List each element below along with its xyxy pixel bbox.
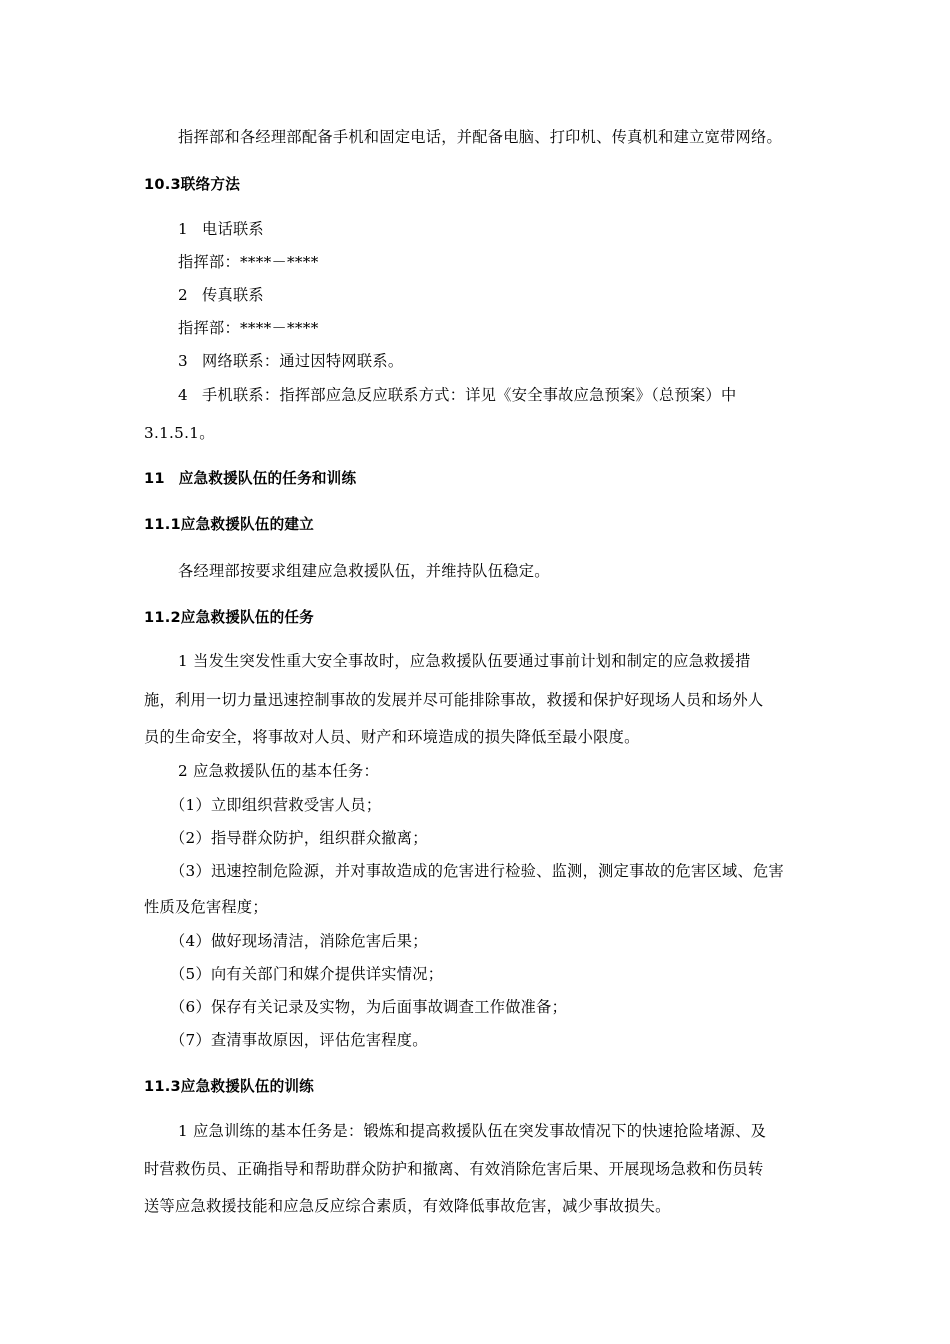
contact-item-fax [178,285,264,305]
paragraph-11-1: 各经理部按要求组建应急救援队伍，并维持队伍稳定。 [178,562,550,580]
paragraph-11-2-line: 1 当发生突发性重大安全事故时，应急救援队伍要通过事前计划和制定的应急救援措 [178,652,751,670]
contact-item-label: 电话联系 [201,220,264,238]
contact-item-label: 网络联系：通过因特网联系。 [201,352,404,370]
paragraph-basic-tasks: 2 应急救援队伍的基本任务： [178,762,379,780]
task-item-continuation: 性质及危害程度； [144,898,268,916]
contact-item-number: 2 [178,286,188,304]
contact-phone-value: 指挥部：****－**** [178,253,319,271]
heading-11-1: 11.1应急救援队伍的建立 [144,516,314,533]
heading-number: 11 [144,470,165,487]
contact-item-label: 传真联系 [201,286,264,304]
contact-mobile-continuation: 3.1.5.1。 [144,424,215,442]
task-item: （3）迅速控制危险源，并对事故造成的危害进行检验、监测，测定事故的危害区域、危害 [170,862,784,880]
contact-item-label: 手机联系：指挥部应急反应联系方式：详见《安全事故应急预案》（总预案）中 [201,386,737,404]
contact-item-number: 1 [178,220,188,238]
heading-11 [144,469,356,489]
task-item: （6）保存有关记录及实物，为后面事故调查工作做准备； [170,998,568,1016]
heading-text: 应急救援队伍的任务和训练 [178,470,357,487]
contact-item-mobile [178,385,736,405]
contact-item-number: 4 [178,386,188,404]
heading-10-3: 10.3联络方法 [144,176,240,193]
contact-item-phone [178,219,264,239]
heading-11-2: 11.2应急救援队伍的任务 [144,609,314,626]
paragraph-11-2-line: 施，利用一切力量迅速控制事故的发展并尽可能排除事故，救援和保护好现场人员和场外人 [144,691,764,709]
task-item: （4）做好现场清洁，消除危害后果； [170,932,428,950]
task-item: （7）查清事故原因，评估危害程度。 [170,1031,428,1049]
contact-item-number: 3 [178,352,188,370]
contact-item-network [178,351,403,371]
task-item: （5）向有关部门和媒介提供详实情况； [170,965,444,983]
heading-11-3: 11.3应急救援队伍的训练 [144,1078,314,1095]
paragraph-11-3-line: 时营救伤员、正确指导和帮助群众防护和撤离、有效消除危害后果、开展现场急救和伤员转 [144,1160,764,1178]
paragraph-equipment: 指挥部和各经理部配备手机和固定电话，并配备电脑、打印机、传真机和建立宽带网络。 [178,128,783,146]
paragraph-11-2-line: 员的生命安全，将事故对人员、财产和环境造成的损失降低至最小限度。 [144,728,640,746]
task-item: （1）立即组织营救受害人员； [170,796,382,814]
paragraph-11-3-line: 1 应急训练的基本任务是：锻炼和提高救援队伍在突发事故情况下的快速抢险堵源、及 [178,1122,767,1140]
paragraph-11-3-line: 送等应急救援技能和应急反应综合素质，有效降低事故危害，减少事故损失。 [144,1197,671,1215]
contact-fax-value: 指挥部：****－**** [178,319,319,337]
task-item: （2）指导群众防护，组织群众撤离； [170,829,428,847]
